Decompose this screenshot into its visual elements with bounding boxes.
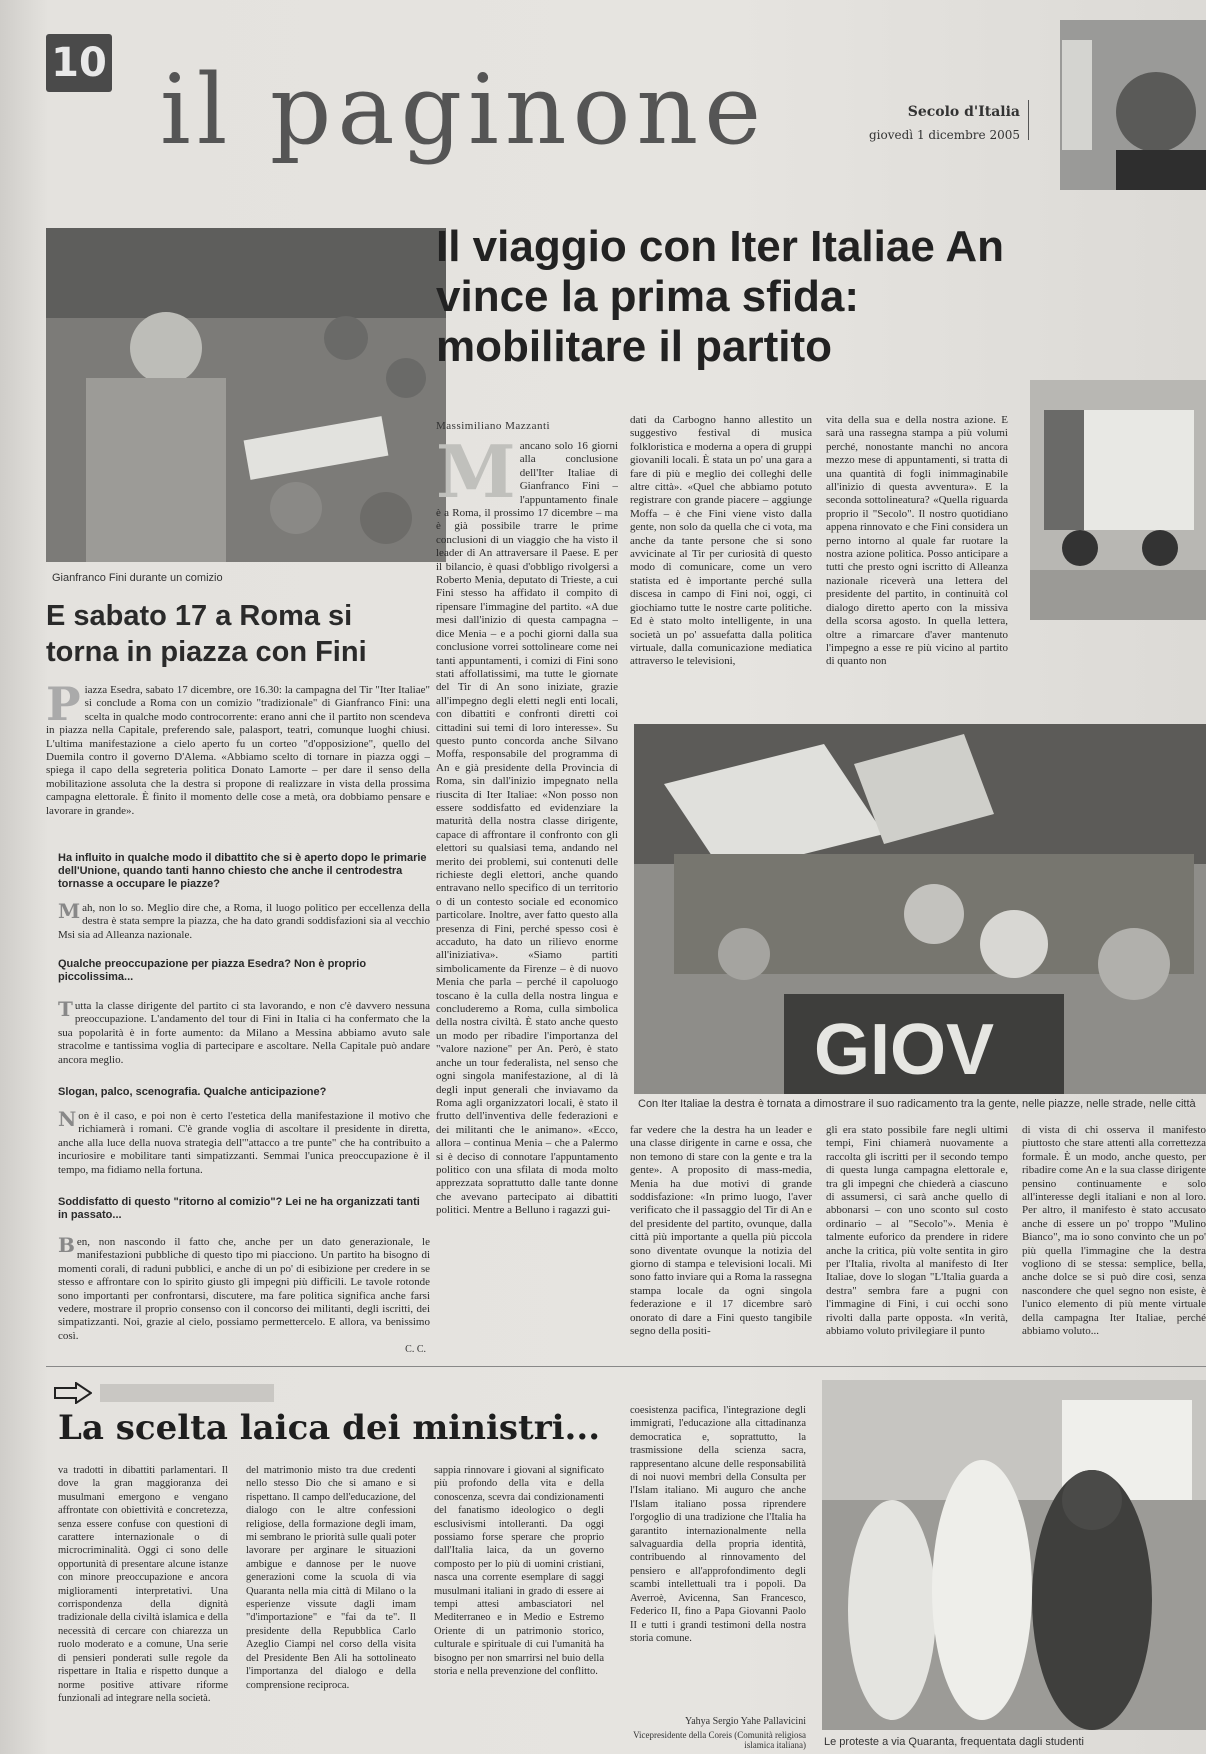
side-article-signature: C. C.	[405, 1344, 426, 1355]
answer-2-text: utta la classe dirigente del partito ci sta lavorando, e non c'è davvero nessuna preoccupazione. L'andamento del tour di Fini in Italia ci ha confermato che la sua popolarità è in forte aumento: da Milano a Messina abbiamo avuto sale stracolme e tantissima voglia di partecipare e ascoltare. Nella Capitale può andare ancora meglio.	[58, 1000, 430, 1066]
main-article-dropcap: M	[436, 440, 516, 514]
publication-date: giovedì 1 dicembre 2005	[868, 128, 1020, 142]
answer-4-text: en, non nascondo il fatto che, anche per un dato generazionale, le manifestazioni pubbliche di questo tipo mi piacciono. Un partito ha bisogno di momenti corali, di raduni pubblici, e anche di un po' di esibizione per credere in se stesso e affrontare con lo spirito giusto gli impegni più difficili. Le tavole rotonde sono importanti per confrontarsi, discutere, ma fare politica significa anche farsi vedere, mostrare il proprio consenso con il concorso dei militanti, degli iscritti, dei simpatizzanti. Noi, grazie al cielo, possiamo permettercelo. E allora, va benissimo così.	[58, 1236, 430, 1342]
main-article-col-1	[436, 440, 618, 1348]
bottom-article-author: Yahya Sergio Yahe Pallavicini	[684, 1716, 806, 1727]
section-divider	[46, 1366, 1206, 1367]
main-article-headline: Il viaggio con Iter Italiae An vince la prima sfida: mobilitare il partito	[436, 222, 1005, 371]
via-quaranta-caption: Le proteste a via Quaranta, frequentata dagli studenti	[824, 1736, 1084, 1748]
main-article-col-2: dati da Carbogno hanno allestito un suggestivo festival di musica folkloristica e moderna a opera di gruppi giovanili locali. È stata un po' una gara a fare di più e meglio dei colleghi delle altre città». «Quel che abbiamo potuto registrare con grande piacere – aggiunge Moffa – è che Fini viene visto dalla gente, non solo da quella che ci vota, ma anche da tante persone che si sono avvicinate al Tir per curiosità di questo modo di comunicare, come un vero statista ed è importante perché sulla discesa in campo di Fini noi, oggi, ci giochiamo tutte le nostre carte politiche. Ed è stato molto intelligente, in una società un po' assuefatta dalla politica virtuale, dalla comunicazione mediatica attraverso le televisioni,	[630, 414, 812, 668]
side-article-headline: E sabato 17 a Roma si torna in piazza con Fini	[46, 600, 367, 668]
page-number: 10	[46, 34, 112, 92]
bottom-article-author-role: Vicepresidente della Coreis (Comunità religiosa islamica italiana)	[633, 1730, 806, 1750]
interview-answer-2	[58, 1000, 430, 1084]
fini-rally-caption: Gianfranco Fini durante un comizio	[52, 572, 223, 584]
side-article-intro	[46, 684, 430, 834]
answer-3-dropcap: N	[58, 1110, 77, 1131]
main-article-col-4: far vedere che la destra ha un leader e una classe dirigente in carne e ossa, che non temono di stare con la gente e tra la gente». A proposito di mass-media, Menia ha due motivi di grande soddisfazione: «In primo luogo, l'aver verificato che il passaggio del Tir di An e del presidente del partito, ovunque, dalla città più importante a quella più piccola sono diventate ovunque la notizia del giorno di stampa e televisioni locali. Mi sono fatto inviare qui a Roma la rassegna stampa locale da ogni singola federazione e il 17 dicembre sarò onorato di dare a Fini questo tangibile segno della positi-	[630, 1124, 812, 1338]
bottom-article-col-3: sappia rinnovare i giovani al significato più profondo della vita e della conoscenza, scevra dai condizionamenti del fanatismo ideologico o degli esclusivismi intolleranti. Da oggi possiamo forse sperare che proprio dall'Italia laica, da un governo composto per lo più di uomini cristiani, nasca una corrente esemplare di saggi musulmani italiani in grado di essere ai tempi attesi ambasciatori nel Mediterraneo e in Medio e Estremo Oriente di un patrimonio storico, culturale e spirituale di cui l'umanità ha bisogno per non smarrirsi nel buio della storia e nella prevenzione del conflitto.	[434, 1465, 604, 1678]
interview-answer-3	[58, 1110, 430, 1194]
bottom-article-headline: La scelta laica dei ministri...	[58, 1408, 601, 1448]
answer-1-text: ah, non lo so. Meglio dire che, a Roma, il luogo politico per eccellenza della destra è stata sempre la piazza, che ha dato grandi soddisfazioni sia al vecchio Msi sia ad Alleanza nazionale.	[58, 902, 430, 941]
publication-name: Secolo d'Italia	[907, 104, 1020, 120]
bottom-article-kicker	[100, 1384, 274, 1402]
crowd-photo-caption: Con Iter Italiae la destra è tornata a dimostrare il suo radicamento tra la gente, nelle piazze, nelle strade, nelle città	[638, 1098, 1196, 1110]
answer-3-text: on è il caso, e poi non è certo l'estetica della manifestazione il motivo che richiamerà i romani. C'è grande voglia di ascoltare il presidente in diretta, anche alla luce della nuova strategia dell'"attacco a tre punte" che ha contribuito a incuriosire e mobilitare tanti simpatizzanti. Semmai l'unica preoccupazione è il tempo, ma fidiamo nella fortuna.	[58, 1110, 430, 1176]
answer-1-dropcap: M	[58, 902, 81, 923]
bottom-article-col-1: va tradotti in dibattiti parlamentari. Il dove la gran maggioranza dei musulmani emergono e vengano affrontate con obiettività e concretezza, senza essere confuse con questioni di carattere internazionale o di microcriminalità. Oggi ci sono delle opportunità di presentare alcune istanze con minore preoccupazione e ancora miglioramenti interpretativi. Una corrispondenza della dignità tradizionale della civiltà islamica e della necessità di cercare con chiarezza un ruolo moderato e a comune, Una serie di pensieri ponderati sulle regole da rispettare in Italia e rispetto dunque a norme positive attivare riforme funzionali ad integrare nella società.	[58, 1465, 228, 1704]
crowd-demonstration-photo	[634, 724, 1206, 1094]
interview-question-2: Qualche preoccupazione per piazza Esedra? Non è proprio piccolissima...	[58, 958, 367, 983]
bottom-article-col-2: del matrimonio misto tra due credenti nello stesso Dio che si amano e si rispettano. Il campo dell'educazione, del dialogo con le altre confessioni religiose, della formazione degli imam, mi sembrano le priorità sulle quali poter lavorare per arginare le situazioni ambigue e dannose per le nuove generazioni come la scuola di via Quaranta nella mia città di Milano o la esperienze vissute dagli imam "d'importazione" e "fai da te". Il presidente della Repubblica Carlo Azeglio Ciampi nel corso della visita del Presidente Ben Ali ha sottolineato l'importanza del dialogo e della comprensione reciproca.	[246, 1465, 416, 1691]
intro-dropcap: P	[46, 684, 81, 731]
main-article-col-6: di vista di chi osserva il manifesto piuttosto che stare attenti alla correttezza formale. È un modo, anche questo, per ribadire come An e la sua classe dirigente pensino continuamente e solo all'interesse degli italiani e non al loro. Per altro, il manifesto è stato accusato anche di essere un po' troppo "Mulino Bianco", ma io sono convinto che un po' più quella l'immagine che la destra vogliono di se stessa: semplice, bella, anche dolce se si può dire così, senza nascondere che quel segno non esiste, è l'unico elemento di più mente virtuale della campagna Iter Italiae, perché abbiamo voluto...	[1022, 1124, 1206, 1338]
via-quaranta-protest-photo	[822, 1380, 1206, 1730]
interview-question-4: Soddisfatto di questo "ritorno al comizio"? Lei ne ha organizzati tanti in passato...	[58, 1196, 420, 1221]
fini-rally-photo	[46, 228, 446, 562]
interview-answer-4	[58, 1236, 430, 1342]
answer-2-dropcap: T	[58, 1000, 73, 1021]
main-article-col-3: vita della sua e della nostra azione. E sarà una rassegna stampa a più volumi perché, nonostante manchi no ancora mezzo mese di appuntamenti, si tratta di una quantità di fogli inimmaginabile all'inizio di questa avventura». E la seconda sottolineatura? «Quella riguarda proprio il "Secolo". Il nostro quotidiano appena rinnovato e che Fini considera un perno intorno al quale far ruotare la nostra azione politica. Posso anticipare a tutti che presto ogni iscritto di Alleanza nazionale riceverà una lettera del presidente del partito, in continuità col dialogo diretto aperto con la missiva della scorsa agosto. In quella lettera, oltre a rimarcare d'aver mantenuto l'impegno a esse re più vicino al partito di quanto non	[826, 414, 1008, 668]
interview-question-3: Slogan, palco, scenografia. Qualche anticipazione?	[58, 1086, 327, 1098]
main-article-col-5: gli era stato possibile fare negli ultimi tempi, Fini chiamerà nuovamente a raccolta gli iscritti per il secondo tempo di questa lunga campagna elettorale e, tra gli impegni che chiederà a ciascuno di assumersi, ci sarà anche quello di abbonarsi – con uno sconto sul costo ordinario – al "Secolo"». Menia è talmente euforico da prendere in ridere anche la critica, più volte sentita in giro per l'Italia, rivolta al manifesto di Iter Italiae, dove lo slogan "L'Italia guarda a destra" sembra fare a pugni con l'immagine di Fini, i cui occhi sono rivolti dalla parte opposta. «In verità, abbiamo voluto privilegiare il punto	[826, 1124, 1008, 1338]
bottom-article-col-4: coesistenza pacifica, l'integrazione degli immigrati, l'educazione alla cittadinanza democratica e, soprattutto, la trasmissione della scienza sacra, rappresentano alcune delle responsabilità di noi nuovi membri della Consulta per l'Islam italiano. Mi auguro che anche l'Islam italiano possa riprendere l'orgoglio di una tradizione che l'Italia ha garantito internazionalmente nella salvaguardia della propria identità, contribuendo al rinnovamento del pensiero e all'approfondimento degli scambi intellettuali tra i popoli. Da Averroè, Avicenna, San Francesco, Federico II, fino a Papa Giovanni Paolo II e tutti i grandi testimoni della nostra storia comune.	[630, 1405, 806, 1644]
section-title: il paginone	[160, 54, 768, 166]
header-portrait-photo	[1060, 20, 1206, 190]
interview-answer-1	[58, 902, 430, 946]
answer-4-dropcap: B	[58, 1236, 75, 1257]
header-divider	[1028, 100, 1029, 140]
truck-photo	[1030, 380, 1206, 620]
main-article-col-1-text: ancano solo 16 giorni alla conclusione dell'Iter Italiae di Gianfranco Fini – l'appuntamento finale è a Roma, il prossimo 17 dicembre – ma è già possibile trarre le prime conclusioni di un viaggio che ha visto il leader di An attraversare il Paese. E per il bilancio, è quasi d'obbligo rivolgersi a Roberto Menia, deputato di Trieste, a cui Fini stesso ha affidato il compito di ripensare l'immagine del partito. «A due mesi dall'inizio di questa campagna – dice Menia – e a pochi giorni dalla sua conclusione vorrei sottolineare come nei tanti appuntamenti, i comizi di Fini sono stati affollatissimi, ma tutte le giornate del Tir di An sono iniziate, grazie all'impegno degli eletti negli enti locali, con dibattiti e confronti diretti coi cittadini sui temi di loro interesse». Su questo punto concorda anche Silvano Moffa, responsabile del programma di An e già presidente della Provincia di Roma, sin dall'inizio impegnato nella riuscita di Iter Italiae: «Non posso non essere soddisfatto ed evidenziare la maturità della nostra classe dirigente, capace di affrontare il confronto con gli elettori su qualsiasi tema, andando nel merito dei problemi, sui contenuti delle richieste degli elettori, anche quando entravano nello specifico di un territorio o di un contesto sociale ed economico particolare. Inoltre, aver fatto questo alla presenza di Fini, perché spesso così è accaduto, ha dato un rilievo enorme all'iniziativa». «Siamo partiti simbolicamente da Firenze – è di nuovo Menia che parla – perché il capoluogo toscano è la culla della nostra lingua e concluderemo a Roma, culla simbolica della nostra civiltà. È stato anche questo un modo per ribadire l'importanza del "valore nazione" per An. Però, è stato anche un tour federalista, nel senso che ogni singola manifestazione, al di là degli input generali che inviavamo da Roma agli organizzatori locali, è stato il frutto dell'inventiva delle federazioni e dei militanti che le animano». «Ecco, allora – continua Menia – che a Palermo si è deciso di connotare l'appuntamento politico con una sfilata di moda molto apprezzata soprattutto dalle tante donne che avevano partecipato ai dibattiti politici. Mentre a Belluno i ragazzi gui-	[436, 440, 618, 1217]
arrow-right-icon	[54, 1382, 92, 1404]
main-article-byline: Massimiliano Mazzanti	[436, 420, 551, 432]
intro-text: iazza Esedra, sabato 17 dicembre, ore 16.30: la campagna del Tir "Iter Italiae" si conclude a Roma con un comizio "tradizionale" di Gianfranco Fini: una scelta in qualche modo controcorrente: erano anni che il partito non scendeva in piazza nella Capitale, preferendo sale, palasport, teatri, comunque luoghi chiusi. L'ultima manifestazione a cielo aperto fu un corteo "d'opposizione", quello del Duemila contro il governo D'Alema. «Abbiamo scelto di tornare in piazza oggi – spiega il capo della segreteria politica Donato Lamorte – per dare il senso della mobilitazione assoluta che la destra si propone di realizzare in vista della prossima campagna elettorale. È finito il momento delle cose a metà, ora dobbiamo pensare e lavorare in grande».	[46, 684, 430, 817]
interview-question-1: Ha influito in qualche modo il dibattito che si è aperto dopo le primarie dell'Unione, quando tanti hanno chiesto che anche il centrodestra tornasse a occupare le piazze?	[58, 852, 427, 890]
crowd-banner-text: GIOV	[814, 1010, 995, 1090]
